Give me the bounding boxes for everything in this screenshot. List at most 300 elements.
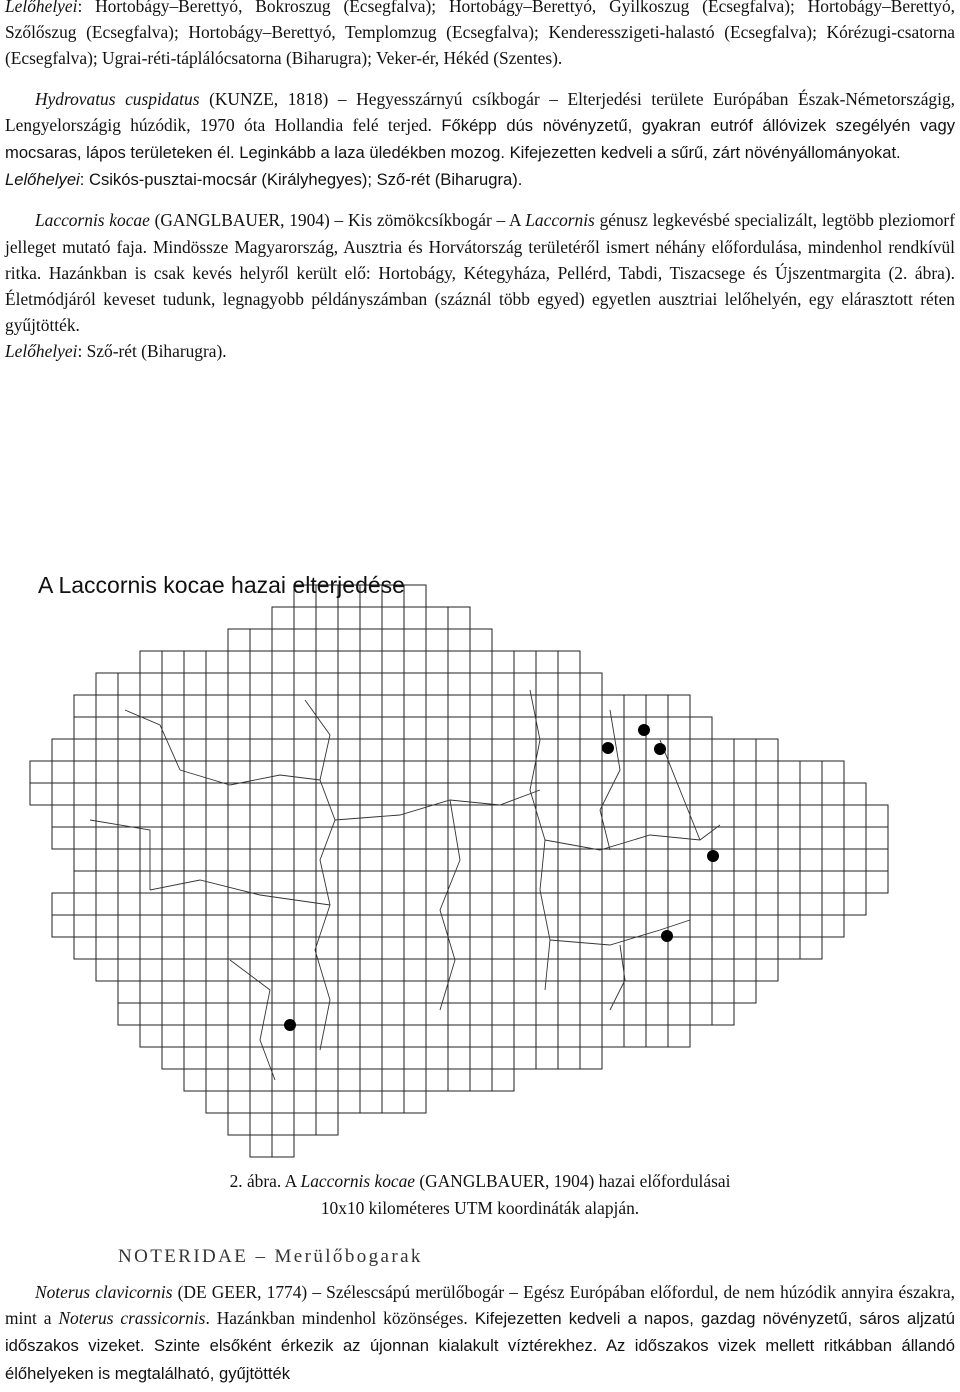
utm-grid-cell	[624, 739, 646, 761]
utm-grid-cell	[822, 893, 844, 915]
utm-grid-cell	[294, 981, 316, 1003]
utm-grid-cell	[162, 1047, 184, 1069]
utm-grid-cell	[756, 739, 778, 761]
utm-grid-cell	[382, 739, 404, 761]
county-border	[90, 820, 150, 890]
utm-grid-cell	[668, 805, 690, 827]
utm-grid-cell	[492, 981, 514, 1003]
utm-grid-cell	[338, 739, 360, 761]
utm-grid-cell	[690, 915, 712, 937]
utm-grid-cell	[492, 915, 514, 937]
utm-grid-cell	[96, 695, 118, 717]
utm-grid-cell	[206, 673, 228, 695]
utm-grid-cell	[228, 849, 250, 871]
utm-grid-cell	[734, 915, 756, 937]
utm-grid-cell	[536, 1025, 558, 1047]
utm-grid-cell	[294, 1113, 316, 1135]
utm-grid-cell	[558, 937, 580, 959]
utm-grid-cell	[624, 1025, 646, 1047]
utm-grid-cell	[426, 1003, 448, 1025]
utm-grid-cell	[74, 739, 96, 761]
utm-grid-cell	[316, 607, 338, 629]
utm-grid-cell	[470, 937, 492, 959]
utm-grid-cell	[360, 981, 382, 1003]
utm-grid-cell	[624, 805, 646, 827]
utm-grid-cell	[492, 783, 514, 805]
utm-grid-cell	[602, 871, 624, 893]
utm-grid-cell	[162, 717, 184, 739]
utm-grid-cell	[338, 981, 360, 1003]
utm-grid-cell	[382, 761, 404, 783]
utm-grid-cell	[74, 915, 96, 937]
utm-grid-cell	[162, 739, 184, 761]
utm-grid-cell	[690, 783, 712, 805]
utm-grid-cell	[316, 805, 338, 827]
utm-grid-cell	[250, 981, 272, 1003]
utm-grid-cell	[338, 937, 360, 959]
species-name: Laccornis kocae	[35, 210, 150, 231]
utm-grid-cell	[470, 959, 492, 981]
utm-grid-cell	[294, 717, 316, 739]
utm-grid-cell	[514, 739, 536, 761]
utm-grid-cell	[558, 1025, 580, 1047]
utm-grid-cell	[382, 1091, 404, 1113]
utm-grid-cell	[184, 1003, 206, 1025]
utm-grid-cell	[448, 651, 470, 673]
utm-grid-cell	[30, 761, 52, 783]
utm-grid-cell	[294, 651, 316, 673]
utm-grid-cell	[624, 981, 646, 1003]
utm-grid-cell	[184, 959, 206, 981]
utm-grid-cell	[426, 673, 448, 695]
utm-grid-cell	[492, 1069, 514, 1091]
utm-grid-cell	[250, 1047, 272, 1069]
utm-grid-cell	[382, 607, 404, 629]
utm-grid-cell	[624, 937, 646, 959]
utm-grid-cell	[514, 805, 536, 827]
utm-grid-cell	[118, 959, 140, 981]
utm-grid-cell	[118, 717, 140, 739]
map-title: A Laccornis kocae hazai elterjedése	[38, 572, 405, 598]
utm-grid-cell	[118, 871, 140, 893]
utm-grid-cell	[602, 1025, 624, 1047]
occurrence-dot	[602, 742, 614, 754]
utm-grid-cell	[690, 827, 712, 849]
utm-grid-cell	[162, 871, 184, 893]
utm-grid-cell	[162, 849, 184, 871]
utm-grid-cell	[624, 695, 646, 717]
utm-grid-cell	[250, 915, 272, 937]
utm-grid-cell	[646, 893, 668, 915]
utm-grid-cell	[844, 849, 866, 871]
utm-grid-cell	[250, 827, 272, 849]
utm-grid-cell	[866, 805, 888, 827]
utm-grid-cell	[602, 783, 624, 805]
utm-grid-cell	[74, 717, 96, 739]
utm-grid-cell	[228, 783, 250, 805]
utm-grid-cell	[668, 761, 690, 783]
utm-grid-cell	[712, 805, 734, 827]
utm-grid-cell	[822, 915, 844, 937]
utm-grid-cell	[668, 717, 690, 739]
utm-grid-cell	[778, 871, 800, 893]
utm-grid-cell	[712, 981, 734, 1003]
utm-grid-cell	[822, 827, 844, 849]
utm-grid-cell	[624, 849, 646, 871]
utm-grid-cell	[162, 1025, 184, 1047]
species-paragraph-hydrovatus: Hydrovatus cuspidatus (KUNZE, 1818) – Hegyesszárnyú csíkbogár – Elterjedési területe Európában Észak-Németországig, Lengyelországig húzódik, 1970 óta Hollandia felé terjed. Főképp dús növényzetű, gyakran eutróf állóvizek szegélyén vagy mocsaras, lápos területeken él. Leginkább a laza üledékben mozog. Kifejezetten kedveli a sűrű, zárt növényállományokat. Lelőhelyei: Csikós-pusztai-mocsár (Királyhegyes); Sző-rét (Biharugra).	[5, 88, 956, 190]
utm-grid-cell	[360, 937, 382, 959]
utm-grid-cell	[778, 937, 800, 959]
utm-grid-cell	[668, 1025, 690, 1047]
utm-grid-cell	[558, 695, 580, 717]
utm-grid-cell	[162, 959, 184, 981]
utm-grid-cell	[624, 827, 646, 849]
utm-grid-cell	[470, 871, 492, 893]
utm-grid-cell	[646, 827, 668, 849]
utm-grid-cell	[844, 871, 866, 893]
utm-grid-cell	[580, 717, 602, 739]
utm-grid-cell	[338, 915, 360, 937]
utm-grid-cell	[602, 849, 624, 871]
utm-grid-cell	[272, 937, 294, 959]
utm-grid-cell	[52, 783, 74, 805]
utm-grid-cell	[492, 937, 514, 959]
utm-grid-cell	[756, 783, 778, 805]
utm-grid-cell	[382, 673, 404, 695]
utm-grid-cell	[250, 871, 272, 893]
utm-grid-cell	[316, 695, 338, 717]
utm-grid-cell	[74, 805, 96, 827]
utm-grid-cell	[228, 1025, 250, 1047]
utm-grid-cell	[822, 849, 844, 871]
utm-grid-cell	[140, 1003, 162, 1025]
utm-grid-cell	[228, 673, 250, 695]
utm-grid-cell	[338, 1025, 360, 1047]
utm-grid-cell	[382, 1003, 404, 1025]
utm-grid-cell	[426, 827, 448, 849]
utm-grid-cell	[778, 893, 800, 915]
utm-grid-cell	[228, 1069, 250, 1091]
utm-grid-cell	[360, 761, 382, 783]
utm-grid-cell	[580, 871, 602, 893]
utm-grid-cell	[800, 937, 822, 959]
utm-grid-cell	[448, 1047, 470, 1069]
utm-grid-cell	[162, 651, 184, 673]
utm-grid-cell	[250, 739, 272, 761]
utm-grid-cell	[206, 783, 228, 805]
utm-grid-cell	[338, 827, 360, 849]
utm-grid-cell	[316, 1047, 338, 1069]
utm-grid-cell	[52, 739, 74, 761]
utm-grid-cell	[382, 959, 404, 981]
utm-grid-cell	[514, 783, 536, 805]
utm-grid-cell	[118, 739, 140, 761]
utm-grid-cell	[668, 893, 690, 915]
utm-grid-cell	[360, 1091, 382, 1113]
utm-grid-cell	[734, 981, 756, 1003]
utm-grid-cell	[712, 783, 734, 805]
utm-grid-cell	[492, 827, 514, 849]
utm-grid-cell	[558, 761, 580, 783]
utm-grid-cell	[624, 959, 646, 981]
utm-grid-cell	[492, 695, 514, 717]
utm-grid-cell	[800, 761, 822, 783]
utm-grid-cell	[712, 915, 734, 937]
utm-grid-cell	[734, 893, 756, 915]
utm-grid-cell	[690, 937, 712, 959]
utm-grid-cell	[404, 1091, 426, 1113]
utm-grid-cell	[646, 1003, 668, 1025]
utm-grid-cell	[360, 893, 382, 915]
utm-grid-cell	[316, 827, 338, 849]
utm-grid-cell	[228, 717, 250, 739]
utm-grid-map	[0, 560, 960, 1160]
utm-grid-cell	[250, 717, 272, 739]
utm-grid-cell	[118, 761, 140, 783]
utm-grid-cell	[404, 849, 426, 871]
utm-grid-cell	[184, 695, 206, 717]
utm-grid-cell	[272, 651, 294, 673]
utm-grid-cell	[734, 849, 756, 871]
utm-grid-cell	[558, 871, 580, 893]
utm-grid-cell	[668, 695, 690, 717]
utm-grid-cell	[844, 893, 866, 915]
utm-grid-cell	[250, 695, 272, 717]
species-name: Noterus clavicornis	[35, 1282, 173, 1302]
utm-grid-cell	[228, 981, 250, 1003]
utm-grid-cell	[514, 695, 536, 717]
utm-grid-cell	[316, 937, 338, 959]
utm-grid-cell	[96, 761, 118, 783]
utm-grid-cell	[294, 1091, 316, 1113]
utm-grid-cell	[250, 761, 272, 783]
utm-grid-cell	[690, 871, 712, 893]
utm-grid-cell	[514, 761, 536, 783]
utm-grid-cell	[228, 937, 250, 959]
utm-grid-cell	[404, 717, 426, 739]
utm-grid-cell	[448, 1069, 470, 1091]
utm-grid-cell	[536, 893, 558, 915]
utm-grid-cell	[294, 915, 316, 937]
utm-grid-cell	[338, 805, 360, 827]
utm-grid-cell	[690, 739, 712, 761]
utm-grid-cell	[206, 981, 228, 1003]
utm-grid-cell	[294, 893, 316, 915]
species-paragraph-laccornis: Laccornis kocae (GANGLBAUER, 1904) – Kis zömökcsíkbogár – A Laccornis génusz legkevésbé specializált, legtöbb pleziomorf jelleget mutató faja. Mindössze Magyarország, Ausztria és Horvátország területéről ismert néhány előfordulása, mindenhol rendkívül ritka. Hazánkban is csak kevés helyről került elő: Hortobágy, Kétegyháza, Pellérd, Tabdi, Tiszacsege és Újszentmargita (2. ábra). Életmódjáról keveset tudunk, legnagyobb példányszámban (száznál több egyed) egyetlen ausztriai lelőhelyén, egy elárasztott réten gyűjtötték. Lelőhelyei: Sző-rét (Biharugra).	[5, 210, 956, 362]
utm-grid-cell	[162, 695, 184, 717]
utm-grid-cell	[426, 607, 448, 629]
utm-grid-cell	[756, 915, 778, 937]
utm-grid-cell	[646, 761, 668, 783]
utm-grid-cell	[558, 739, 580, 761]
utm-grid-cell	[646, 871, 668, 893]
utm-grid-cell	[96, 959, 118, 981]
utm-grid-cell	[536, 849, 558, 871]
utm-grid-cell	[536, 1003, 558, 1025]
utm-grid-cell	[734, 805, 756, 827]
utm-grid-cell	[140, 937, 162, 959]
utm-grid-cell	[448, 981, 470, 1003]
utm-grid-cell	[162, 673, 184, 695]
utm-grid-cell	[646, 959, 668, 981]
utm-grid-cell	[712, 959, 734, 981]
utm-grid-cell	[294, 1025, 316, 1047]
utm-grid-cell	[184, 783, 206, 805]
utm-grid-cell	[580, 783, 602, 805]
utm-grid-cell	[294, 739, 316, 761]
utm-grid-cell	[426, 651, 448, 673]
utm-grid-cell	[118, 695, 140, 717]
utm-grid-cell	[778, 761, 800, 783]
utm-grid-cell	[712, 761, 734, 783]
utm-grid-cell	[382, 871, 404, 893]
utm-grid-cell	[250, 783, 272, 805]
utm-grid-cell	[272, 739, 294, 761]
utm-grid-cell	[404, 1047, 426, 1069]
utm-grid-cell	[470, 651, 492, 673]
utm-grid-cell	[404, 827, 426, 849]
utm-grid-cell	[184, 673, 206, 695]
utm-grid-cell	[470, 739, 492, 761]
utm-grid-cell	[184, 849, 206, 871]
utm-grid-cell	[646, 849, 668, 871]
utm-grid-cell	[800, 827, 822, 849]
utm-grid-cell	[778, 827, 800, 849]
utm-grid-cell	[206, 849, 228, 871]
utm-grid-cell	[206, 915, 228, 937]
utm-grid-cell	[228, 1091, 250, 1113]
utm-grid-cell	[558, 783, 580, 805]
utm-grid-cell	[184, 915, 206, 937]
utm-grid-cell	[690, 959, 712, 981]
utm-grid-cell	[822, 783, 844, 805]
utm-grid-cell	[184, 1025, 206, 1047]
species-name: Hydrovatus cuspidatus	[35, 88, 200, 109]
utm-grid-cell	[294, 871, 316, 893]
utm-grid-cell	[404, 651, 426, 673]
utm-grid-cell	[800, 849, 822, 871]
utm-grid-cell	[96, 849, 118, 871]
utm-grid-cell	[338, 695, 360, 717]
utm-grid-cell	[580, 893, 602, 915]
utm-grid-cell	[470, 1025, 492, 1047]
utm-grid-cell	[140, 827, 162, 849]
utm-grid-cell	[272, 1069, 294, 1091]
utm-grid-cell	[228, 893, 250, 915]
utm-grid-cell	[338, 871, 360, 893]
county-border	[230, 960, 275, 1080]
utm-grid-cell	[492, 673, 514, 695]
utm-grid-cell	[162, 1003, 184, 1025]
utm-grid-cell	[514, 827, 536, 849]
utm-grid-cell	[360, 805, 382, 827]
utm-grid-cell	[580, 937, 602, 959]
utm-grid-cell	[96, 893, 118, 915]
utm-grid-cell	[360, 717, 382, 739]
utm-grid-cell	[382, 651, 404, 673]
caption-line-2: 10x10 kilométeres UTM koordináták alapján.	[320, 1198, 640, 1218]
utm-grid-cell	[250, 629, 272, 651]
utm-grid-cell	[338, 1003, 360, 1025]
utm-grid-cell	[514, 849, 536, 871]
utm-grid-cell	[228, 915, 250, 937]
utm-grid-cell	[118, 981, 140, 1003]
utm-grid-cell	[492, 805, 514, 827]
utm-grid-cell	[492, 871, 514, 893]
utm-grid-cell	[272, 805, 294, 827]
county-border	[305, 700, 335, 1050]
utm-grid-cell	[272, 959, 294, 981]
utm-grid-cell	[272, 673, 294, 695]
utm-grid-cell	[514, 717, 536, 739]
utm-grid-cell	[404, 1003, 426, 1025]
utm-grid-cell	[470, 695, 492, 717]
utm-grid-cell	[536, 827, 558, 849]
caption-line-1: 2. ábra. A Laccornis kocae (GANGLBAUER, 1904) hazai előfordulásai	[229, 1171, 731, 1191]
utm-grid-cell	[382, 629, 404, 651]
utm-grid-cell	[580, 915, 602, 937]
utm-grid-cell	[470, 981, 492, 1003]
utm-grid-cell	[448, 827, 470, 849]
utm-grid-cell	[470, 805, 492, 827]
utm-grid-cell	[294, 959, 316, 981]
utm-grid-cell	[250, 1069, 272, 1091]
utm-grid-cell	[118, 1003, 140, 1025]
utm-grid-cell	[822, 761, 844, 783]
utm-grid-cell	[668, 1003, 690, 1025]
utm-grid-cell	[272, 981, 294, 1003]
utm-grid-cell	[272, 827, 294, 849]
utm-grid-cell	[360, 1069, 382, 1091]
utm-grid-cell	[404, 871, 426, 893]
utm-grid-cell	[294, 827, 316, 849]
utm-grid-cell	[426, 739, 448, 761]
utm-grid-cell	[338, 673, 360, 695]
utm-grid-cell	[404, 695, 426, 717]
utm-grid-cell	[338, 717, 360, 739]
utm-grid-cell	[580, 805, 602, 827]
utm-grid-cell	[316, 959, 338, 981]
utm-grid-cell	[316, 1025, 338, 1047]
utm-grid-cell	[492, 849, 514, 871]
utm-grid-cell	[514, 871, 536, 893]
utm-grid-cell	[558, 959, 580, 981]
utm-grid-cell	[668, 849, 690, 871]
utm-grid-cell	[866, 827, 888, 849]
document-page	[5, 0, 955, 365]
utm-grid-cell	[404, 761, 426, 783]
utm-grid-cell	[382, 937, 404, 959]
utm-grid-cell	[338, 893, 360, 915]
utm-grid-cell	[184, 651, 206, 673]
utm-grid-cell	[470, 761, 492, 783]
occurrence-dot	[661, 930, 673, 942]
utm-grid-cell	[382, 849, 404, 871]
utm-grid-cell	[140, 695, 162, 717]
utm-grid-cell	[470, 673, 492, 695]
utm-grid-cell	[580, 1047, 602, 1069]
utm-grid-cell	[96, 717, 118, 739]
utm-grid-cell	[52, 915, 74, 937]
utm-grid-cell	[228, 739, 250, 761]
utm-grid-cell	[602, 915, 624, 937]
utm-grid-cell	[382, 1047, 404, 1069]
utm-grid-cell	[96, 915, 118, 937]
utm-grid-cell	[646, 783, 668, 805]
utm-grid-cell	[184, 937, 206, 959]
utm-grid-cell	[404, 981, 426, 1003]
